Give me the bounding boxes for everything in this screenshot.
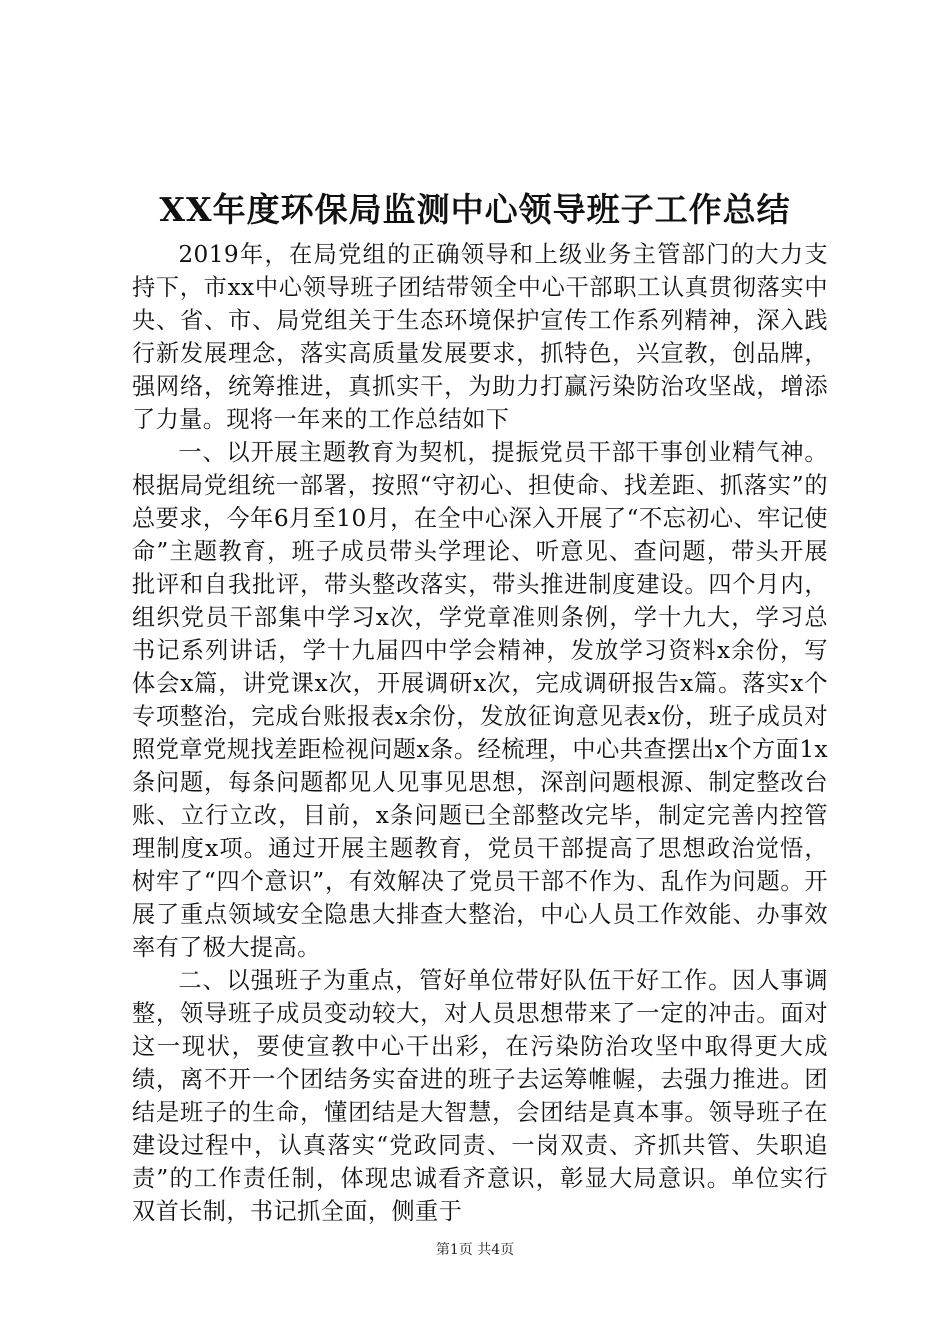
document-title: XX年度环保局监测中心领导班子工作总结 — [159, 190, 791, 229]
document-body — [132, 238, 828, 1228]
paragraph-intro: 2019年，在局党组的正确领导和上级业务主管部门的大力支持下，市xx中心领导班子团结带领全中心干部职工认真贯彻落实中央、省、市、局党组关于生态环境保护宣传工作系列精神，深入践行新发展理念，落实高质量发展要求，抓特色，兴宣教，创品牌，强网络，统筹推进，真抓实干，为助力打赢污染防治攻坚战，增添了力量。现将一年来的工作总结如下 — [132, 241, 828, 433]
page-number-footer: 第1页 共4页 — [435, 1242, 515, 1258]
paragraph-section-two: 二、以强班子为重点，管好单位带好队伍干好工作。因人事调整，领导班子成员变动较大，对人员思想带来了一定的冲击。面对这一现状，要使宣教中心干出彩，在污染防治攻坚中取得更大成绩，离不开一个团结务实奋进的班子去运筹帷幄，去强力推进。团结是班子的生命，懂团结是大智慧，会团结是真本事。领导班子在建设过程中，认真落实“党政同责、一岗双责、齐抓共管、失职追责”的工作责任制，体现忠诚看齐意识，彰显大局意识。单位实行双首长制，书记抓全面，侧重于 — [132, 967, 828, 1225]
paragraph-section-one: 一、以开展主题教育为契机，提振党员干部干事创业精气神。根据局党组统一部署，按照“守初心、担使命、找差距、抓落实”的总要求，今年6月至10月，在全中心深入开展了“不忘初心、牢记使命”主题教育，班子成员带头学理论、听意见、查问题，带头开展批评和自我批评，带头整改落实，带头推进制度建设。四个月内，组织党员干部集中学习x次，学党章准则条例，学十九大，学习总书记系列讲话，学十九届四中学会精神，发放学习资料x余份，写体会x篇，讲党课x次，开展调研x次，完成调研报告x篇。落实x个专项整治，完成台账报表x余份，发放征询意见表x份，班子成员对照党章党规找差距检视问题x条。经梳理，中心共查摆出x个方面1x条问题，每条问题都见人见事见思想，深剖问题根源、制定整改台账、立行立改，目前，x条问题已全部整改完毕，制定完善内控管理制度x项。通过开展主题教育，党员干部提高了思想政治觉悟，树牢了“四个意识”，有效解决了党员干部不作为、乱作为问题。开展了重点领域安全隐患大排查大整治，中心人员工作效能、办事效率有了极大提高。 — [132, 439, 828, 961]
